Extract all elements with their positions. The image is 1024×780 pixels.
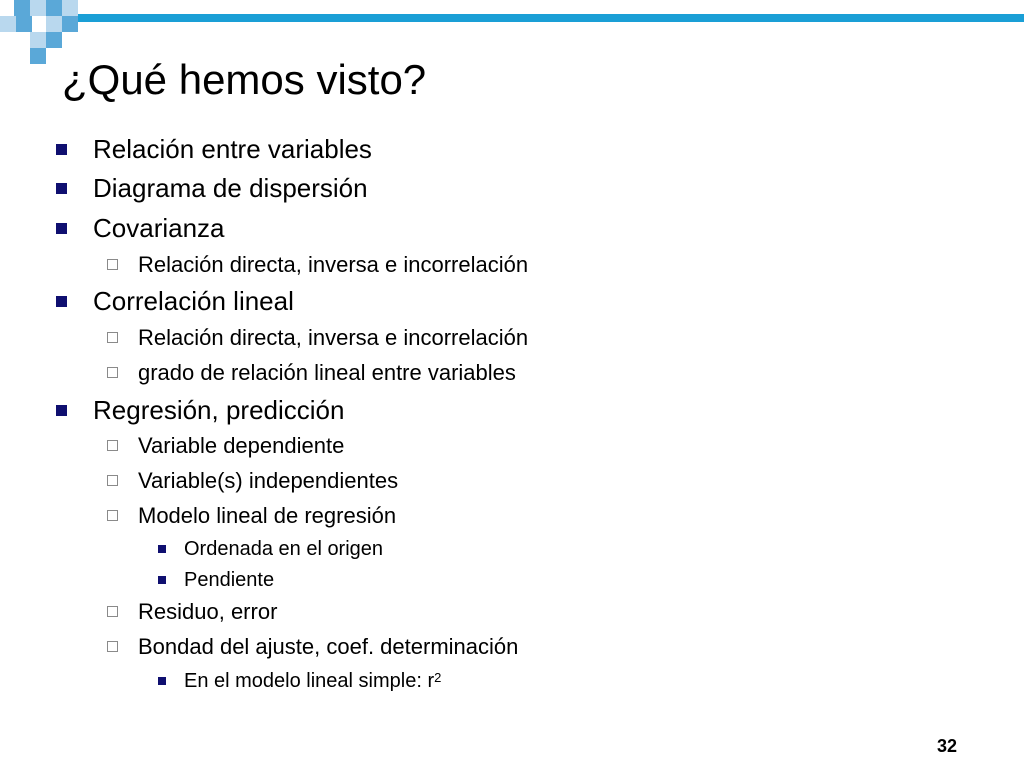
square-bullet-icon	[56, 183, 67, 194]
slide-title: ¿Qué hemos visto?	[62, 56, 427, 103]
square-bullet-icon	[56, 144, 67, 155]
small-square-bullet-icon	[158, 576, 166, 584]
small-square-bullet-icon	[158, 677, 166, 685]
hollow-square-bullet-icon	[107, 440, 118, 451]
list-item-text	[184, 669, 441, 693]
list-item-text: Diagrama de dispersión	[93, 173, 368, 203]
hollow-square-bullet-icon	[107, 510, 118, 521]
hollow-square-bullet-icon	[107, 367, 118, 378]
square-bullet-icon	[56, 405, 67, 416]
square-bullet-icon	[56, 296, 67, 307]
hollow-square-bullet-icon	[107, 606, 118, 617]
list-item-text: Residuo, error	[138, 599, 278, 624]
hollow-square-bullet-icon	[107, 641, 118, 652]
hollow-square-bullet-icon	[107, 332, 118, 343]
list-item-text: Bondad del ajuste, coef. determinación	[138, 634, 519, 659]
hollow-square-bullet-icon	[107, 259, 118, 270]
list-item-text: grado de relación lineal entre variables	[138, 360, 516, 385]
list-item-text: Correlación lineal	[93, 286, 294, 316]
list-item-text: Pendiente	[184, 569, 275, 591]
list-item-text: Covarianza	[93, 213, 225, 243]
list-item-text: Ordenada en el origen	[184, 538, 384, 560]
list-item-text-main: En el modelo lineal simple: r	[184, 670, 435, 692]
small-square-bullet-icon	[158, 545, 166, 553]
superscript: 2	[434, 670, 442, 685]
list-item-text: Relación entre variables	[93, 134, 372, 164]
hollow-square-bullet-icon	[107, 475, 118, 486]
page-number: 32	[937, 736, 958, 756]
list-item-text: Variable(s) independientes	[138, 468, 399, 493]
list-item-text: Modelo lineal de regresión	[138, 503, 397, 528]
list-item-text: Relación directa, inversa e incorrelación	[138, 325, 529, 350]
square-bullet-icon	[56, 223, 67, 234]
list-item-text: Regresión, predicción	[93, 395, 345, 425]
list-item-text: Relación directa, inversa e incorrelación	[138, 252, 529, 277]
list-item-text: Variable dependiente	[138, 433, 345, 458]
